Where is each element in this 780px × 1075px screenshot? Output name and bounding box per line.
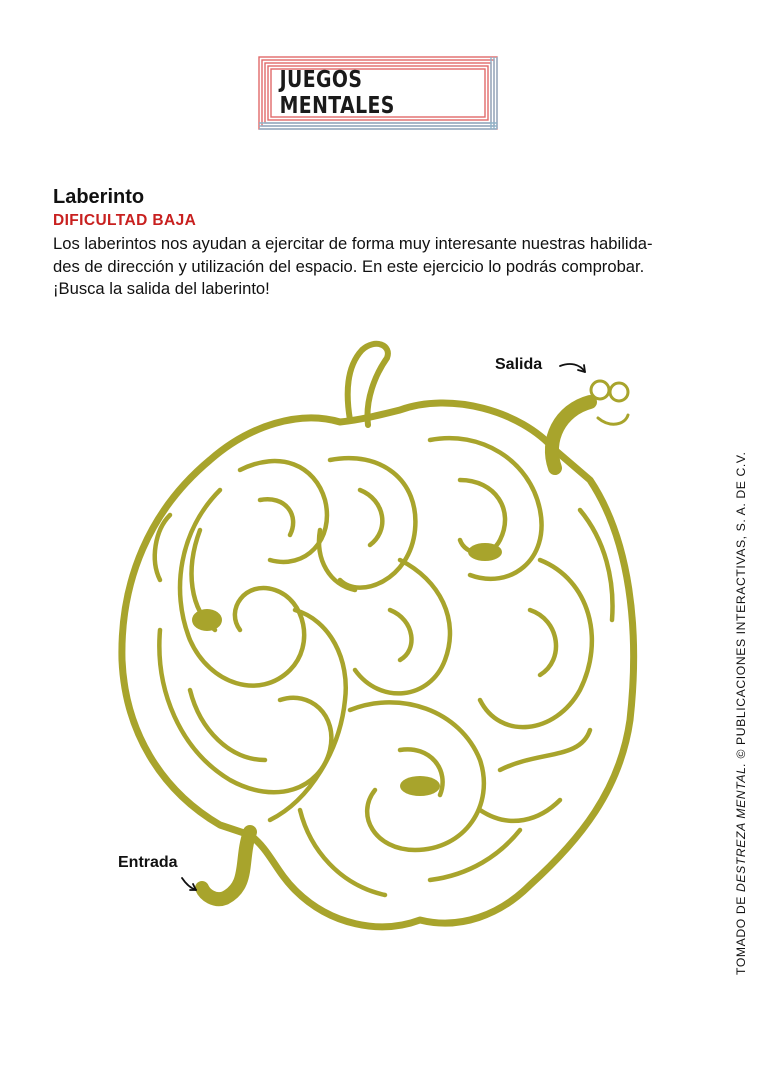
entry-label: Entrada <box>118 854 178 871</box>
credit-suffix: © PUBLICACIONES INTERACTIVAS, S. A. DE C.V. <box>734 451 748 763</box>
credit-book-title: DESTREZA MENTAL. <box>734 762 748 893</box>
worm-eye-icon <box>591 381 609 399</box>
header-title: JUEGOS MENTALES <box>279 67 395 119</box>
difficulty-label: DIFICULTAD BAJA <box>53 212 197 229</box>
apple-seed <box>400 776 440 796</box>
exercise-description <box>53 233 723 301</box>
entry-worm <box>202 832 250 899</box>
worm-mouth <box>598 415 628 424</box>
section-header <box>258 56 498 130</box>
copyright-credit <box>734 452 748 975</box>
exit-worm <box>552 402 590 468</box>
description-line: Los laberintos nos ayudan a ejercitar de forma muy interesante nuestras habilida- <box>53 234 653 253</box>
description-line: ¡Busca la salida del laberinto! <box>53 279 270 298</box>
exit-label: Salida <box>495 356 543 373</box>
apple-seed <box>468 543 502 561</box>
exercise-title: Laberinto <box>53 186 145 208</box>
worm-eye-icon <box>610 383 628 401</box>
apple-outline <box>122 403 634 927</box>
apple-seed <box>192 609 222 631</box>
description-line: des de dirección y utilización del espacio. En este ejercicio lo podrás comprobar. <box>53 256 645 276</box>
apple-maze[interactable] <box>100 330 660 950</box>
credit-prefix: TOMADO DE <box>734 892 748 975</box>
